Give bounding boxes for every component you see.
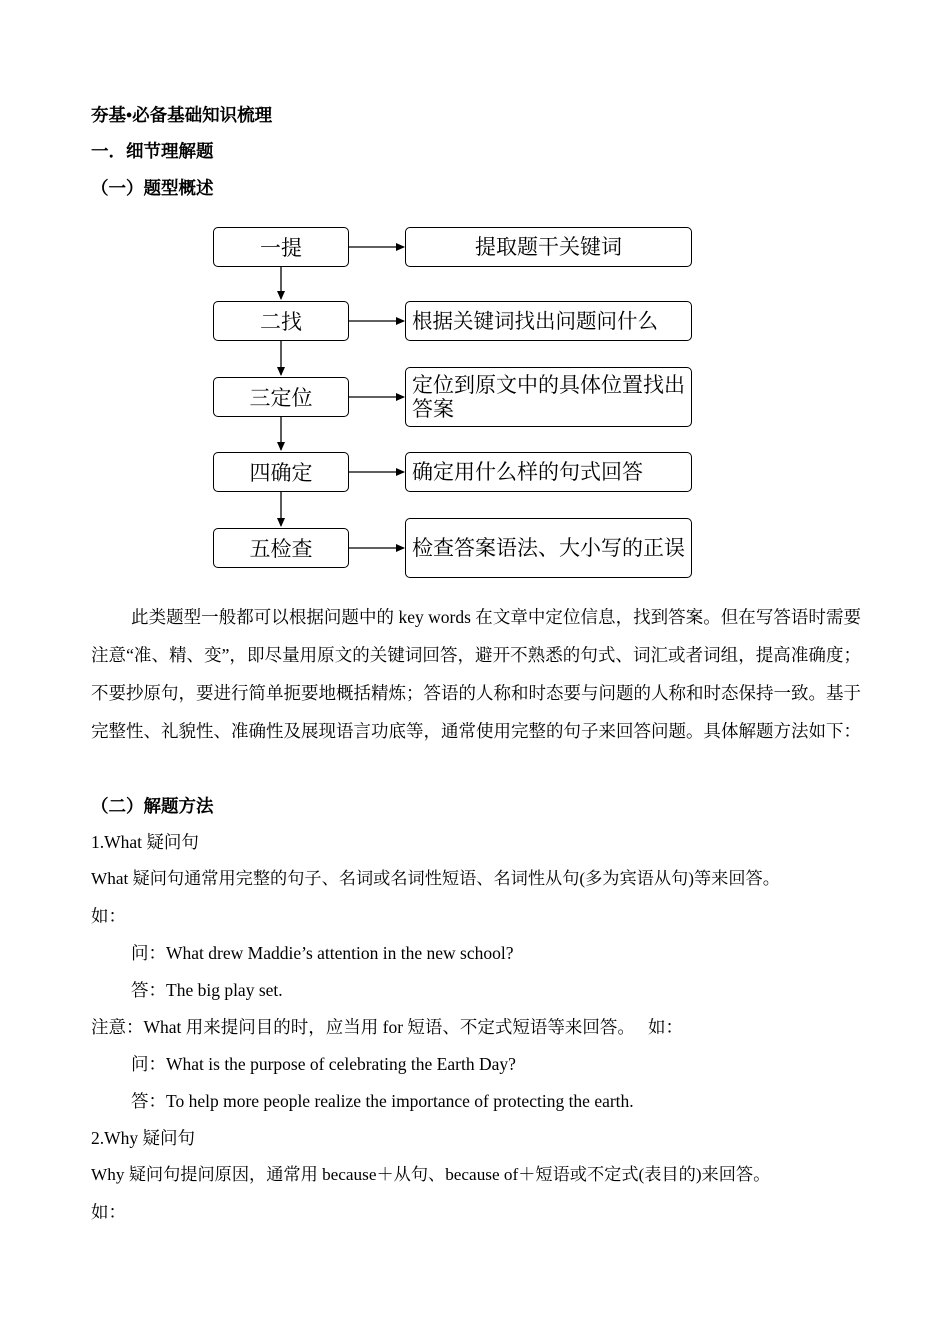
what-answer-1: 答：The big play set. bbox=[131, 980, 283, 1000]
overview-paragraph bbox=[91, 598, 861, 750]
subsection-overview: （一）题型概述 bbox=[91, 178, 214, 198]
overview-text: 此类题型一般都可以根据问题中的 key words 在文章中定位信息，找到答案。但在写答语时需要注意“准、精、变”，即尽量用原文的关键词回答，避开不熟悉的句式、词汇或者词组，提高准确度；不要抄原句，要进行简单扼要地概括精炼；答语的人称和时态要与问题的人称和时态保持一致。基于完整性、礼貌性、准确性及展现语言功底等，通常使用完整的句子来回答问题。具体解题方法如下： bbox=[91, 607, 861, 741]
step-3: 三定位 bbox=[213, 377, 349, 417]
page-heading: 夯基•必备基础知识梳理 bbox=[91, 105, 273, 125]
desc-4: 确定用什么样的句式回答 bbox=[405, 452, 692, 492]
subsection-methods: （二）解题方法 bbox=[91, 796, 214, 816]
what-question-1: 问：What drew Maddie’s attention in the new school? bbox=[131, 943, 514, 963]
desc-1: 提取题干关键词 bbox=[405, 227, 692, 267]
step-1: 一提 bbox=[213, 227, 349, 267]
step-2: 二找 bbox=[213, 301, 349, 341]
step-5: 五检查 bbox=[213, 528, 349, 568]
what-answer-2: 答：To help more people realize the importance of protecting the earth. bbox=[131, 1091, 634, 1111]
step-4: 四确定 bbox=[213, 452, 349, 492]
what-example-label: 如： bbox=[91, 906, 126, 926]
flowchart-connectors bbox=[0, 0, 950, 600]
what-description: What 疑问句通常用完整的句子、名词或名词性短语、名词性从句(多为宾语从句)等来回答。 bbox=[91, 869, 780, 888]
what-note: 注意：What 用来提问目的时，应当用 for 短语、不定式短语等来回答。 如： bbox=[91, 1017, 684, 1037]
why-title: 2.Why 疑问句 bbox=[91, 1128, 196, 1148]
why-example-label: 如： bbox=[91, 1202, 126, 1222]
what-question-2: 问：What is the purpose of celebrating the Earth Day? bbox=[131, 1054, 516, 1074]
desc-5: 检查答案语法、大小写的正误 bbox=[405, 518, 692, 578]
desc-2: 根据关键词找出问题问什么 bbox=[405, 301, 692, 341]
desc-3: 定位到原文中的具体位置找出答案 bbox=[405, 367, 692, 427]
section-title: 一．细节理解题 bbox=[91, 141, 214, 161]
what-title: 1.What 疑问句 bbox=[91, 832, 199, 852]
why-description: Why 疑问句提问原因，通常用 because＋从句、because of＋短语或不定式(表目的)来回答。 bbox=[91, 1165, 771, 1184]
